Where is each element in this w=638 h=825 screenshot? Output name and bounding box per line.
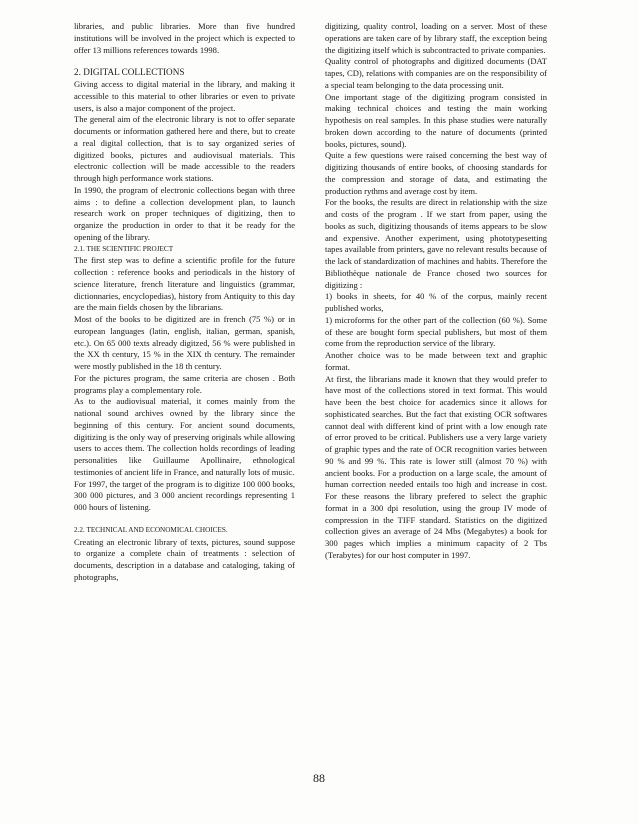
paragraph: For the pictures program, the same criteria are chosen . Both programs play a complementary role.: [74, 372, 295, 395]
paragraph: 1) books in sheets, for 40 % of the corpus, mainly recent published works,: [325, 291, 547, 313]
paragraph: libraries, and public libraries. More than five hundred institutions will be involved in the project which is expected to offer 13 millions references towards 1998.: [74, 21, 295, 55]
paragraph: Another choice was to be made between text and graphic format.: [325, 350, 547, 372]
paragraph: digitizing, quality control, loading on a server. Most of these operations are taken care of by library staff, the exception being the digitizing itself which is subcontracted to private companies.: [325, 21, 547, 55]
subsection-heading: 2.2. TECHNICAL AND ECONOMICAL CHOICES.: [74, 525, 228, 534]
paragraph: As to the audiovisual material, it comes mainly from the national sound archives owned by the library since the beginning of this century. For ancient sound documents, digitizing is the only way of preserving originals while allowing users to acces them. The collection holds recordings of leading personalities like Guillaume Apollinaire, ethnological testimonies of ancient life in France, and naturally lots of music.: [74, 396, 295, 477]
paragraph: For 1997, the target of the program is to digitize 100 000 books, 300 000 pictures, and 3 000 ancient recordings representing 1 000 hours of listening.: [74, 478, 295, 512]
paragraph: At first, the librarians made it known that they would prefer to have most of the collections stored in text format. This would have been the best choice for academics since it allows for sophisticated searches. But the fact that existing OCR softwares cannot deal with different kind of print with a low enough rate of error proved to be critical. Publishers use a very large variety of graphic types and the rate of OCR recognition varies between 90 % and 99 %. This rate is lower still (almost 70 %) with ancient books. For a production on a large scale, the amount of human correction needed entails too high and increase in cost. For these reasons the library prefered to select the graphic format in a 300 dpi resolution, using the group IV mode of compression in the TIFF standard. Statistics on the digitized collection gives an average of 24 Mbs (Megabytes) a book for 300 pages which implies a minimum capacity of 2 Tbs (Terabytes) for our host computer in 1997.: [325, 373, 547, 560]
paragraph: Creating an electronic library of texts, pictures, sound suppose to organize a complete chain of treatments : selection of documents, description in a database and cataloging, taking of photographs,: [74, 536, 295, 582]
right-column: [325, 21, 547, 562]
paragraph: Most of the books to be digitized are in french (75 %) or in european languages (latin, english, italian, german, spanish, etc.). On 65 000 texts already digitzed, 56 % were published in the XX th century, 15 % in the XIX th century. The remainder were mostly published in the 18 th century.: [74, 314, 295, 371]
page-number: 88: [313, 771, 325, 785]
paragraph: One important stage of the digitizing program consisted in making technical choices and testing the main working hypothesis on real samples. In this phase studies were naturally broken down according to the nature of documents (printed books, pictures, sound).: [325, 91, 547, 149]
paragraph: For the books, the results are direct in relationship with the size and costs of the program . If we start from paper, using the books as such, digitizing thousands of items appears to be slow and expensive. Another experiment, using phototypesetting tapes available from printers, gave no relevant results because of the lack of standardization of machines and habits. Therefore the Bibliothèque nationale de France chosed two sources for digitizing :: [325, 197, 547, 290]
paragraph: In 1990, the program of electronic collections began with three aims : to define a collection development plan, to launch research work on proper techniques of digitizing, then to organize the production in order to that it be ready for the opening of the library.: [74, 184, 295, 242]
left-column: [74, 21, 295, 584]
paragraph: Quality control of photographs and digitized documents (DAT tapes, CD), relations with companies are on the responsibility of a special team belonging to the data processing unit.: [325, 56, 547, 90]
section-heading: 2. DIGITAL COLLECTIONS: [74, 67, 185, 78]
paragraph: 1) microforms for the other part of the collection (60 %). Some of these are bought form special publishers, but most of them come from the reproduction service of the library.: [325, 314, 547, 349]
paragraph: The first step was to define a scientific profile for the future collection : reference books and periodicals in the history of science literature, french literature and linguistics (grammar, dictionnaries, encyclopedias), history from Antiquity to this day are the main fields chosen by the librarians.: [74, 255, 295, 313]
paragraph: Quite a few questions were raised concerning the best way of digitizing thousands of entire books, of choosing standards for the compression and storage of data, and estimating the production rythms and average cost by item.: [325, 150, 547, 196]
paragraph: Giving access to digital material in the library, and making it accessible to this material to other libraries or even to private users, is also a major component of the project.: [74, 79, 295, 113]
paragraph: The general aim of the electronic library is not to offer separate documents or information gathered here and there, but to create a real digital collection, that is to say organized series of digitized books, pictures and audiovisual materials. This electronic collection will be made accessible to the readers through high performance work stations.: [74, 114, 295, 183]
subsection-heading: 2.1. THE SCIENTIFIC PROJECT: [74, 244, 174, 253]
